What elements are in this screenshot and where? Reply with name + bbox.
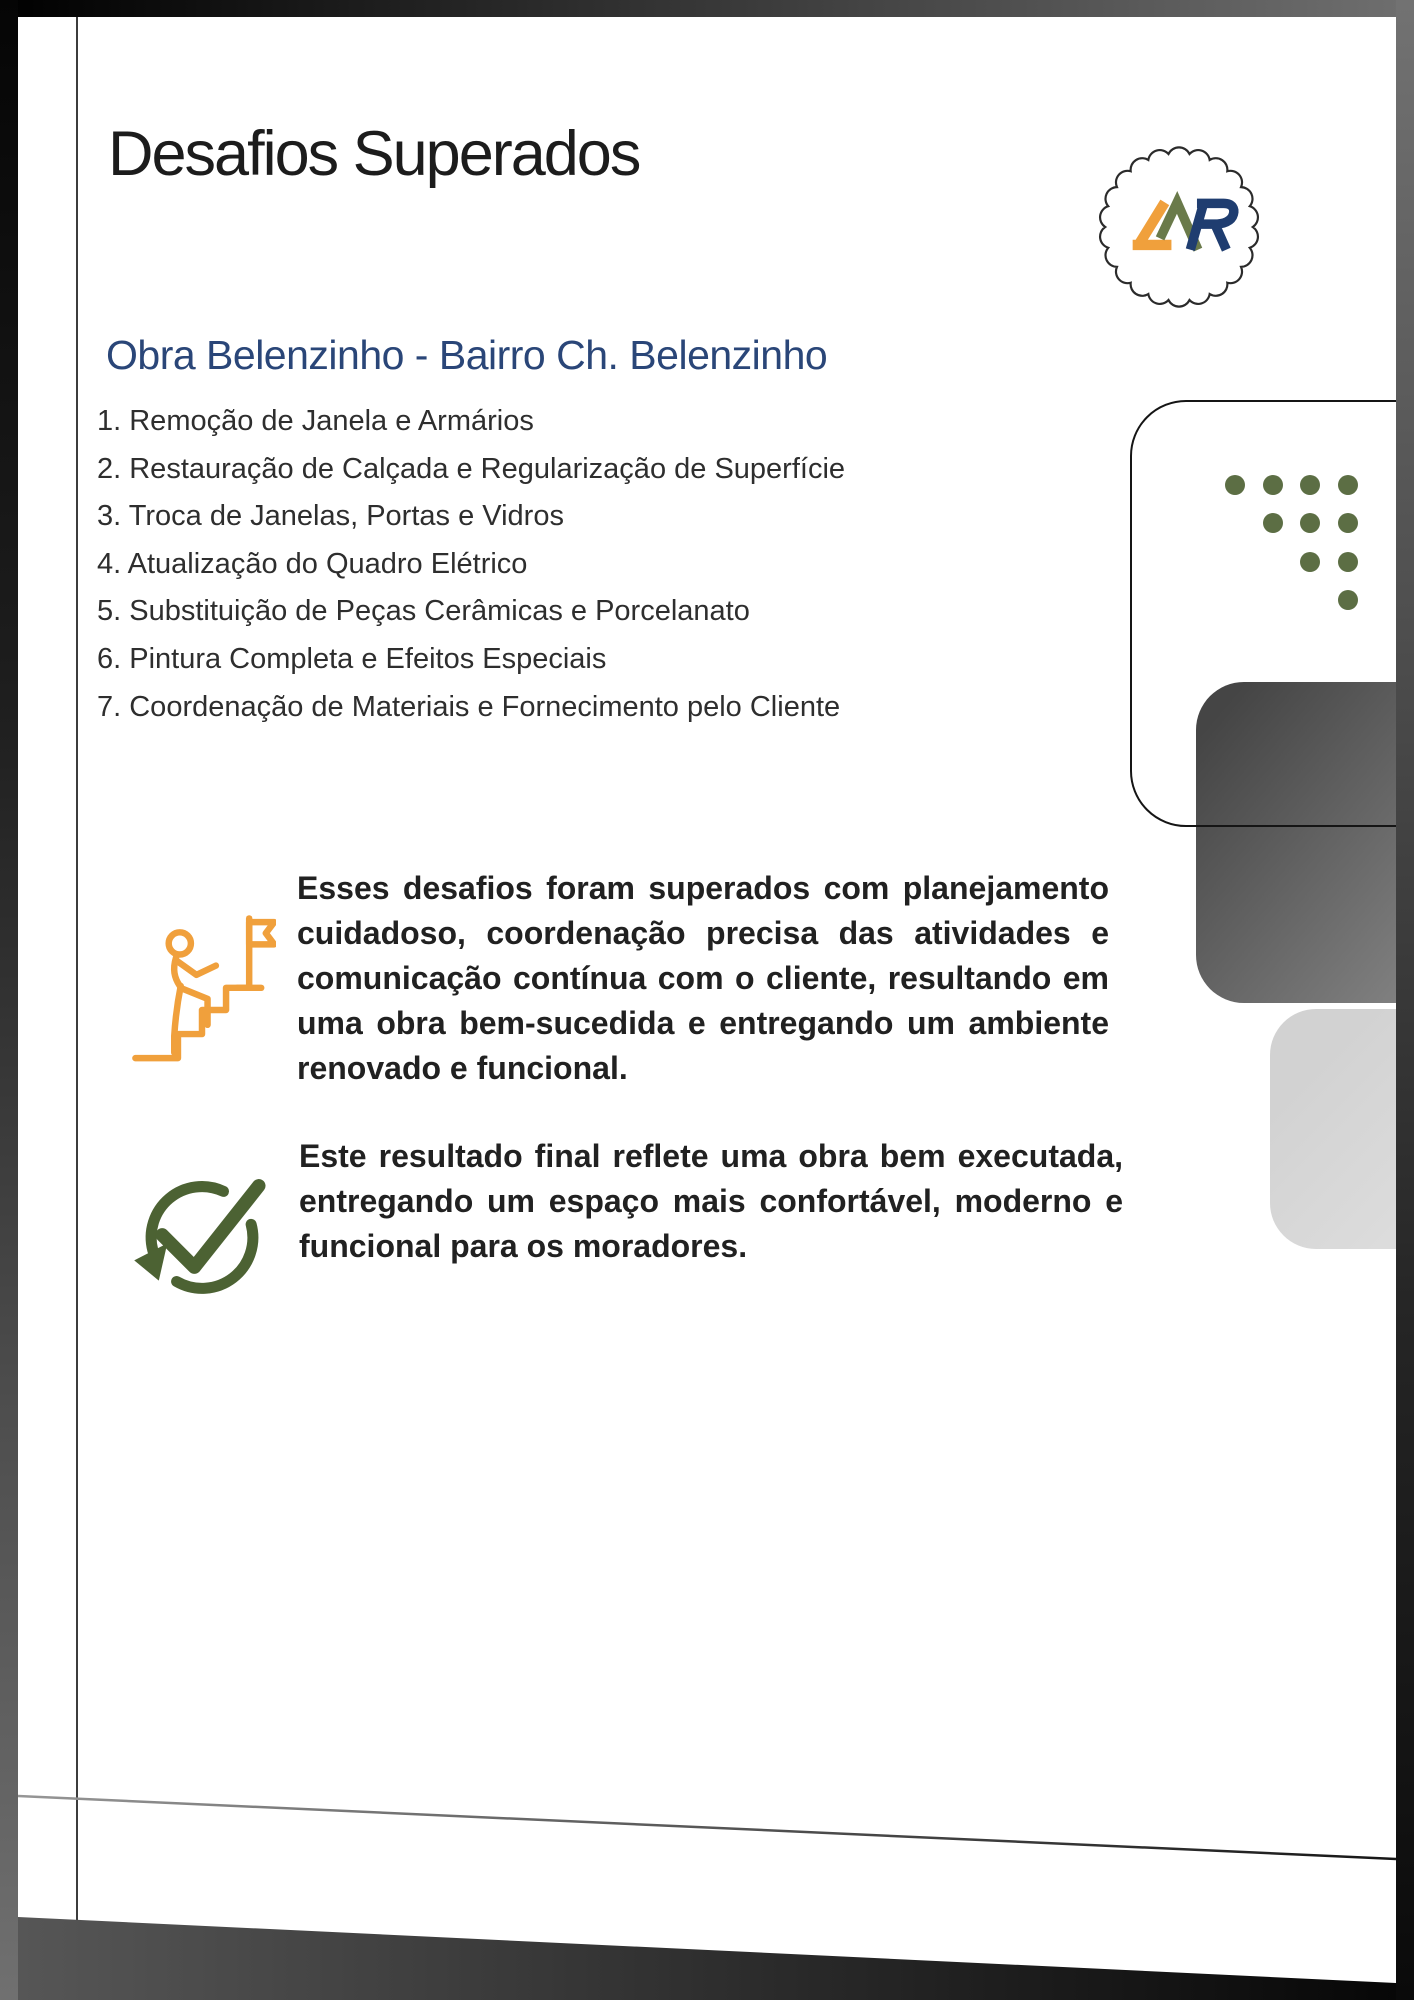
list-item: 1. Remoção de Janela e Armários bbox=[97, 405, 534, 437]
list-item: 7. Coordenação de Materiais e Fornecimento pelo Cliente bbox=[97, 690, 841, 723]
frame-right-band bbox=[1396, 0, 1414, 2000]
frame-top-band bbox=[0, 0, 1414, 17]
lar-seal-icon bbox=[1092, 140, 1266, 314]
result-note: Este resultado final reflete uma obra bem executada, entregando um espaço mais confortável, moderno e funcional para os moradores. bbox=[299, 1138, 1123, 1264]
page-title: Desafios Superados bbox=[108, 119, 640, 189]
list-item: 5. Substituição de Peças Cerâmicas e Porcelanato bbox=[97, 595, 750, 628]
margin-rule-vertical bbox=[76, 17, 78, 1920]
light-gray-rounded-rectangle bbox=[1270, 1009, 1414, 1249]
scalloped-border bbox=[1100, 147, 1258, 306]
challenge-list bbox=[97, 398, 997, 731]
section-subtitle: Obra Belenzinho - Bairro Ch. Belenzinho bbox=[106, 332, 828, 378]
outlined-rounded-rectangle bbox=[1130, 400, 1414, 827]
company-logo bbox=[1092, 140, 1266, 314]
frame-left-band bbox=[0, 0, 18, 2000]
planning-note: Esses desafios foram superados com planejamento cuidadoso, coordenação precisa das atividades e comunicação contínua com o cliente, resultando em uma obra bem-sucedida e entregando um ambiente renovado e funcional. bbox=[297, 870, 1109, 1086]
margin-rule-horizontal bbox=[18, 1796, 1396, 1859]
list-item: 4. Atualização do Quadro Elétrico bbox=[97, 547, 528, 580]
dot-pattern-decoration bbox=[1225, 475, 1360, 611]
list-item: 3. Troca de Janelas, Portas e Vidros bbox=[97, 500, 564, 533]
list-item: 2. Restauração de Calçada e Regularização de Superfície bbox=[97, 452, 846, 485]
list-item: 6. Pintura Completa e Efeitos Especiais bbox=[97, 642, 607, 675]
goal-stairs-icon bbox=[128, 903, 276, 1068]
success-check-icon bbox=[130, 1156, 274, 1302]
frame-bottom-band bbox=[18, 1917, 1396, 2000]
